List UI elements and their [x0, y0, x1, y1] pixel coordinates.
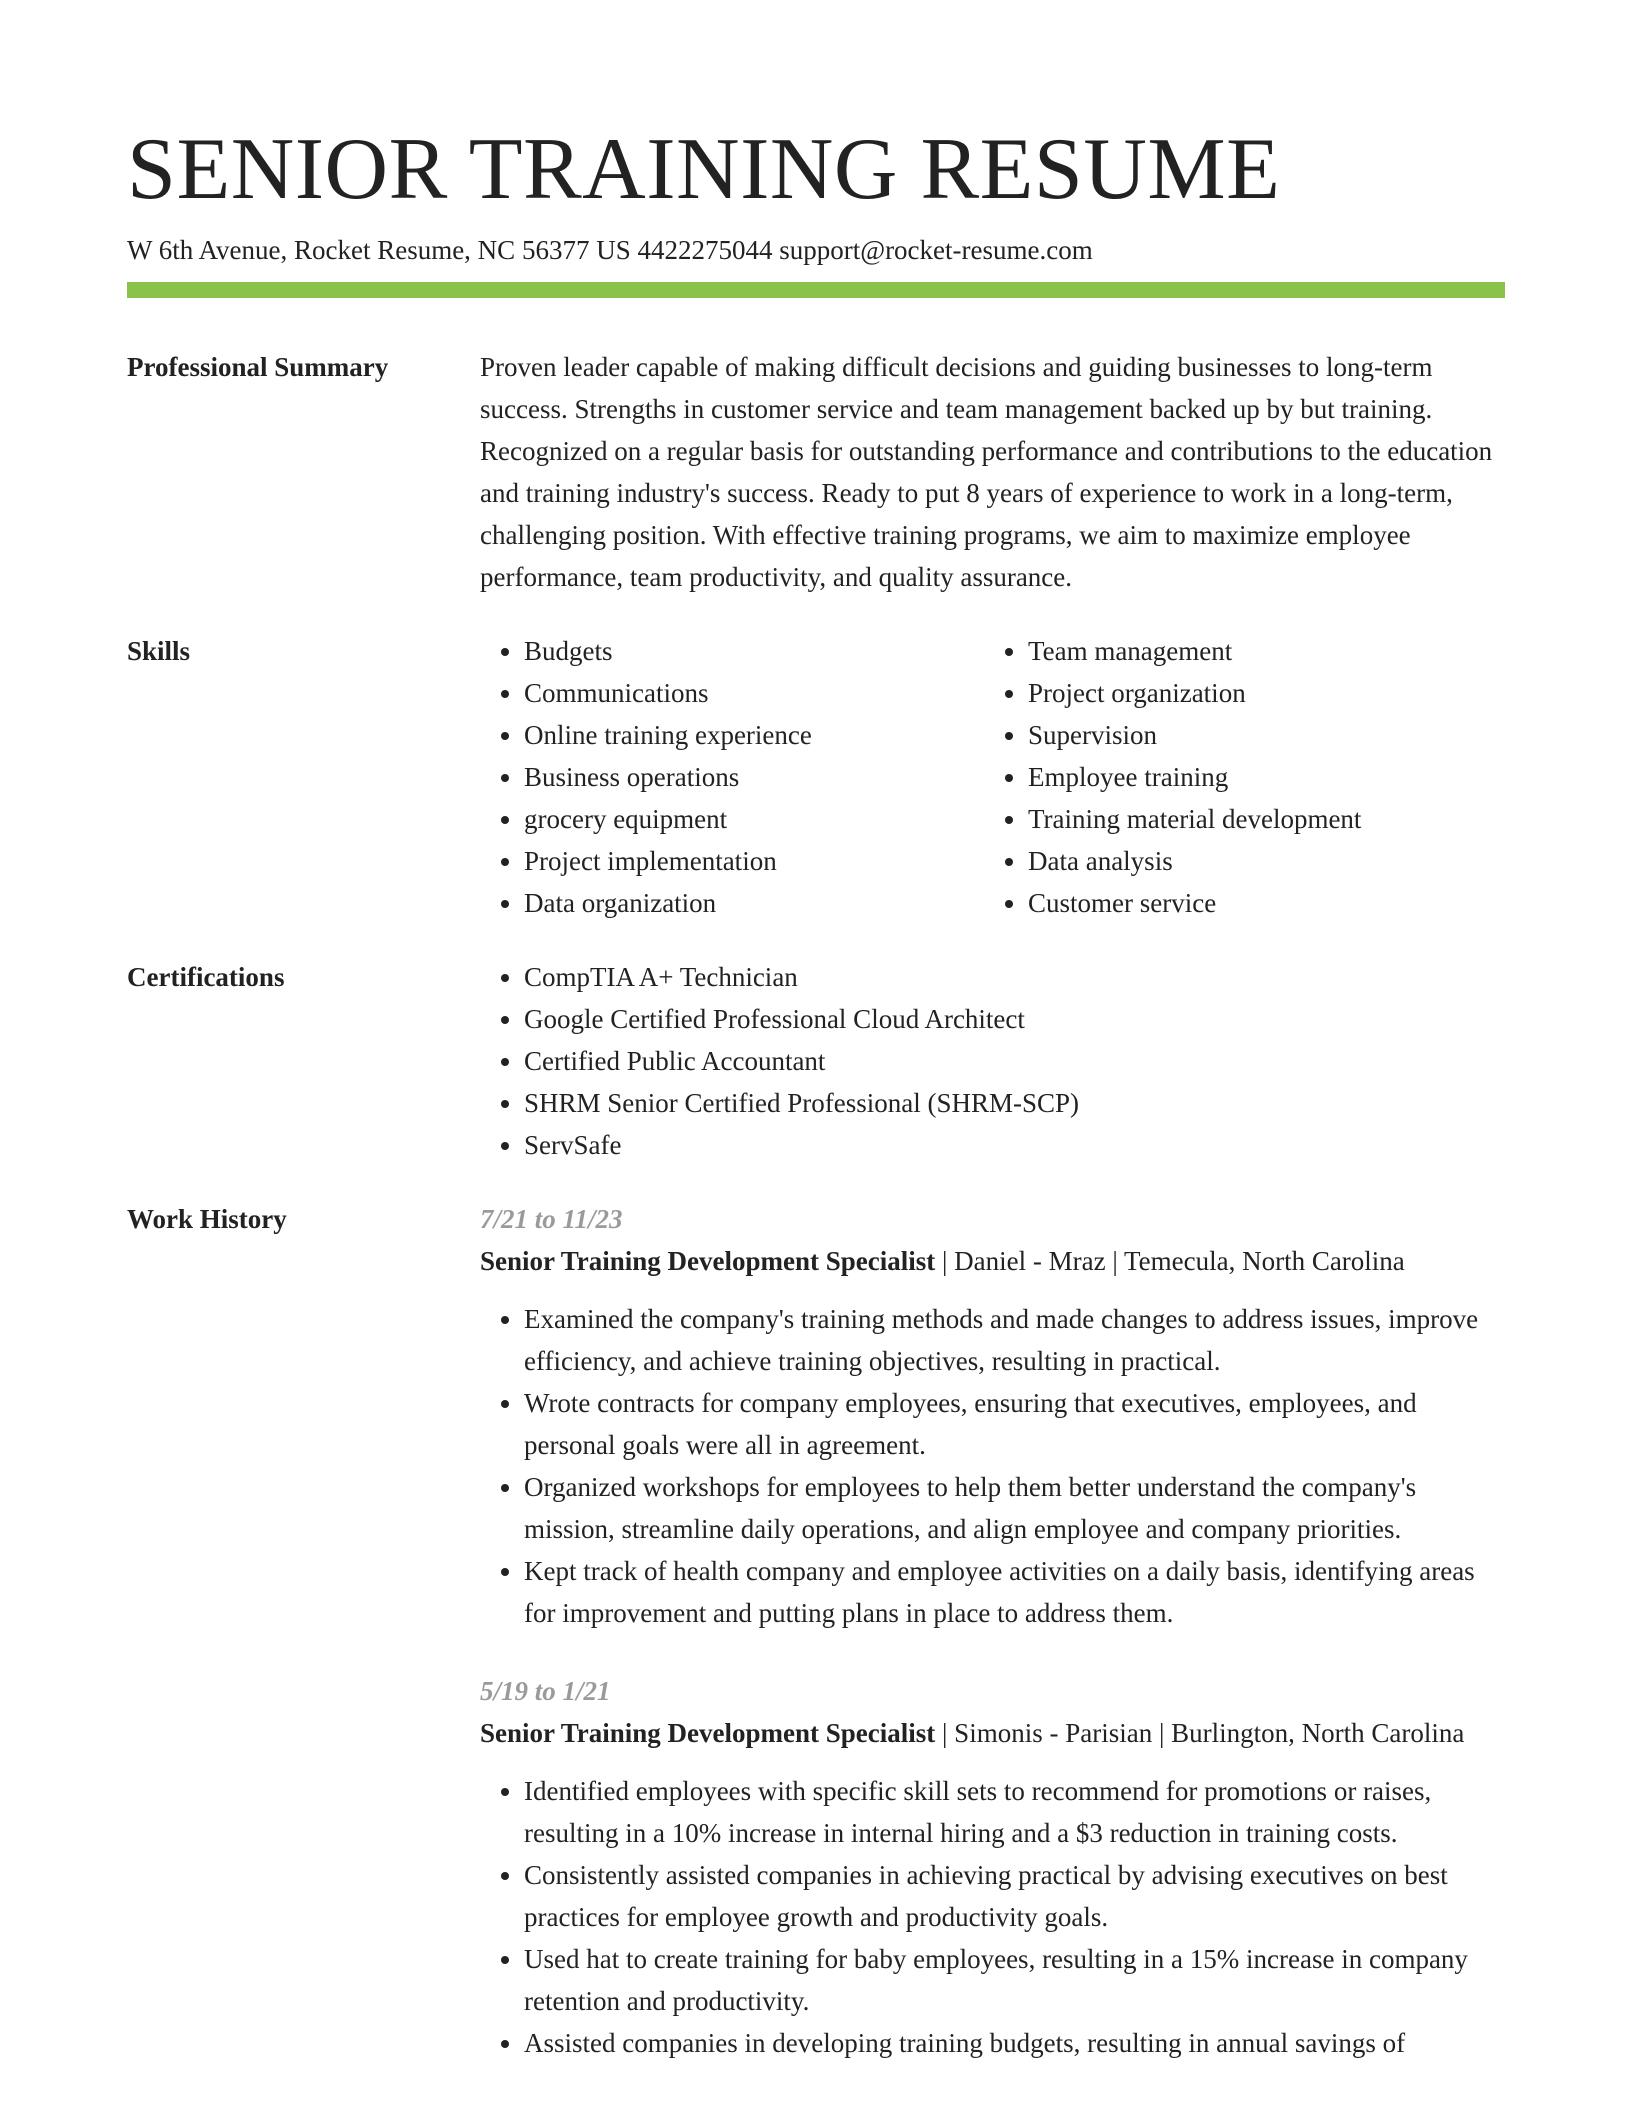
skills-section [127, 630, 1505, 924]
job-title: Senior Training Development Specialist [480, 1246, 936, 1276]
skill-item: • Data analysis [1028, 840, 1528, 882]
skill-item: • grocery equipment [524, 798, 984, 840]
job-bullet: • Wrote contracts for company employees, ensuring that executives, employees, and personal goals were all in agreement. [524, 1382, 1505, 1466]
certification-item: • CompTIA A+ Technician [524, 956, 1505, 998]
contact-line: W 6th Avenue, Rocket Resume, NC 56377 US 4422275044 support@rocket-resume.com [127, 235, 1093, 265]
job-title: Senior Training Development Specialist [480, 1718, 936, 1748]
resume-name: SENIOR TRAINING RESUME [127, 121, 1281, 218]
certifications-section [127, 956, 1505, 1166]
skills-title: Skills [127, 636, 191, 666]
skill-item: • Budgets [524, 630, 984, 672]
job-entry [480, 1670, 1505, 2064]
skill-item: • Training material development [1028, 798, 1528, 840]
header-divider [127, 282, 1505, 298]
job-dates: 7/21 to 11/23 [480, 1204, 623, 1234]
skill-item: • Communications [524, 672, 984, 714]
skills-list [480, 630, 1528, 924]
job-bullet: • Identified employees with specific skill sets to recommend for promotions or raises, resulting in a 10% increase in internal hiring and a $3 reduction in training costs. [524, 1770, 1505, 1854]
skill-item: • Supervision [1028, 714, 1528, 756]
certification-item: • Google Certified Professional Cloud Architect [524, 998, 1505, 1040]
skill-item: • Online training experience [524, 714, 984, 756]
job-employer-location: | Simonis - Parisian | Burlington, North Carolina [935, 1718, 1465, 1748]
job-bullet: • Examined the company's training methods and made changes to address issues, improve efficiency, and achieve training objectives, resulting in practical. [524, 1298, 1505, 1382]
job-dates: 5/19 to 1/21 [480, 1676, 611, 1706]
certification-item: • ServSafe [524, 1124, 1505, 1166]
skill-item: • Data organization [524, 882, 984, 924]
job-bullets [480, 1770, 1505, 2064]
summary-text: Proven leader capable of making difficult decisions and guiding businesses to long-term success. Strengths in customer service and team management backed up by but training. Recognized on a regular basis for outstanding performance and contributions to the education and training industry's success. Ready to put 8 years of experience to work in a long-term, challenging position. With effective training programs, we aim to maximize employee performance, team productivity, and quality assurance. [480, 352, 1493, 592]
skill-item: • Team management [1028, 630, 1528, 672]
skill-item: • Project implementation [524, 840, 984, 882]
job-heading [480, 1240, 1505, 1282]
work-history-list [480, 1198, 1505, 2064]
skill-item: • Project organization [1028, 672, 1528, 714]
certifications-list [480, 956, 1505, 1166]
job-entry [480, 1198, 1505, 1634]
work-history-section [127, 1198, 1505, 2064]
skills-column-left [480, 630, 984, 924]
job-heading [480, 1712, 1505, 1754]
certification-item: • Certified Public Accountant [524, 1040, 1505, 1082]
job-employer-location: | Daniel - Mraz | Temecula, North Carolina [935, 1246, 1405, 1276]
skill-item: • Employee training [1028, 756, 1528, 798]
certification-item: • SHRM Senior Certified Professional (SHRM-SCP) [524, 1082, 1505, 1124]
certifications-title: Certifications [127, 962, 285, 992]
skills-column-right [984, 630, 1528, 924]
summary-section [127, 346, 1505, 598]
job-bullet: • Organized workshops for employees to help them better understand the company's mission, streamline daily operations, and align employee and company priorities. [524, 1466, 1505, 1550]
skill-item: • Customer service [1028, 882, 1528, 924]
job-bullet: • Assisted companies in developing training budgets, resulting in annual savings of [524, 2022, 1505, 2064]
job-bullet: • Used hat to create training for baby employees, resulting in a 15% increase in company retention and productivity. [524, 1938, 1505, 2022]
job-bullets [480, 1298, 1505, 1634]
resume-page [127, 120, 1505, 2064]
skill-item: • Business operations [524, 756, 984, 798]
summary-title: Professional Summary [127, 352, 389, 382]
job-bullet: • Kept track of health company and employee activities on a daily basis, identifying areas for improvement and putting plans in place to address them. [524, 1550, 1505, 1634]
job-bullet: • Consistently assisted companies in achieving practical by advising executives on best practices for employee growth and productivity goals. [524, 1854, 1505, 1938]
work-history-title: Work History [127, 1204, 287, 1234]
